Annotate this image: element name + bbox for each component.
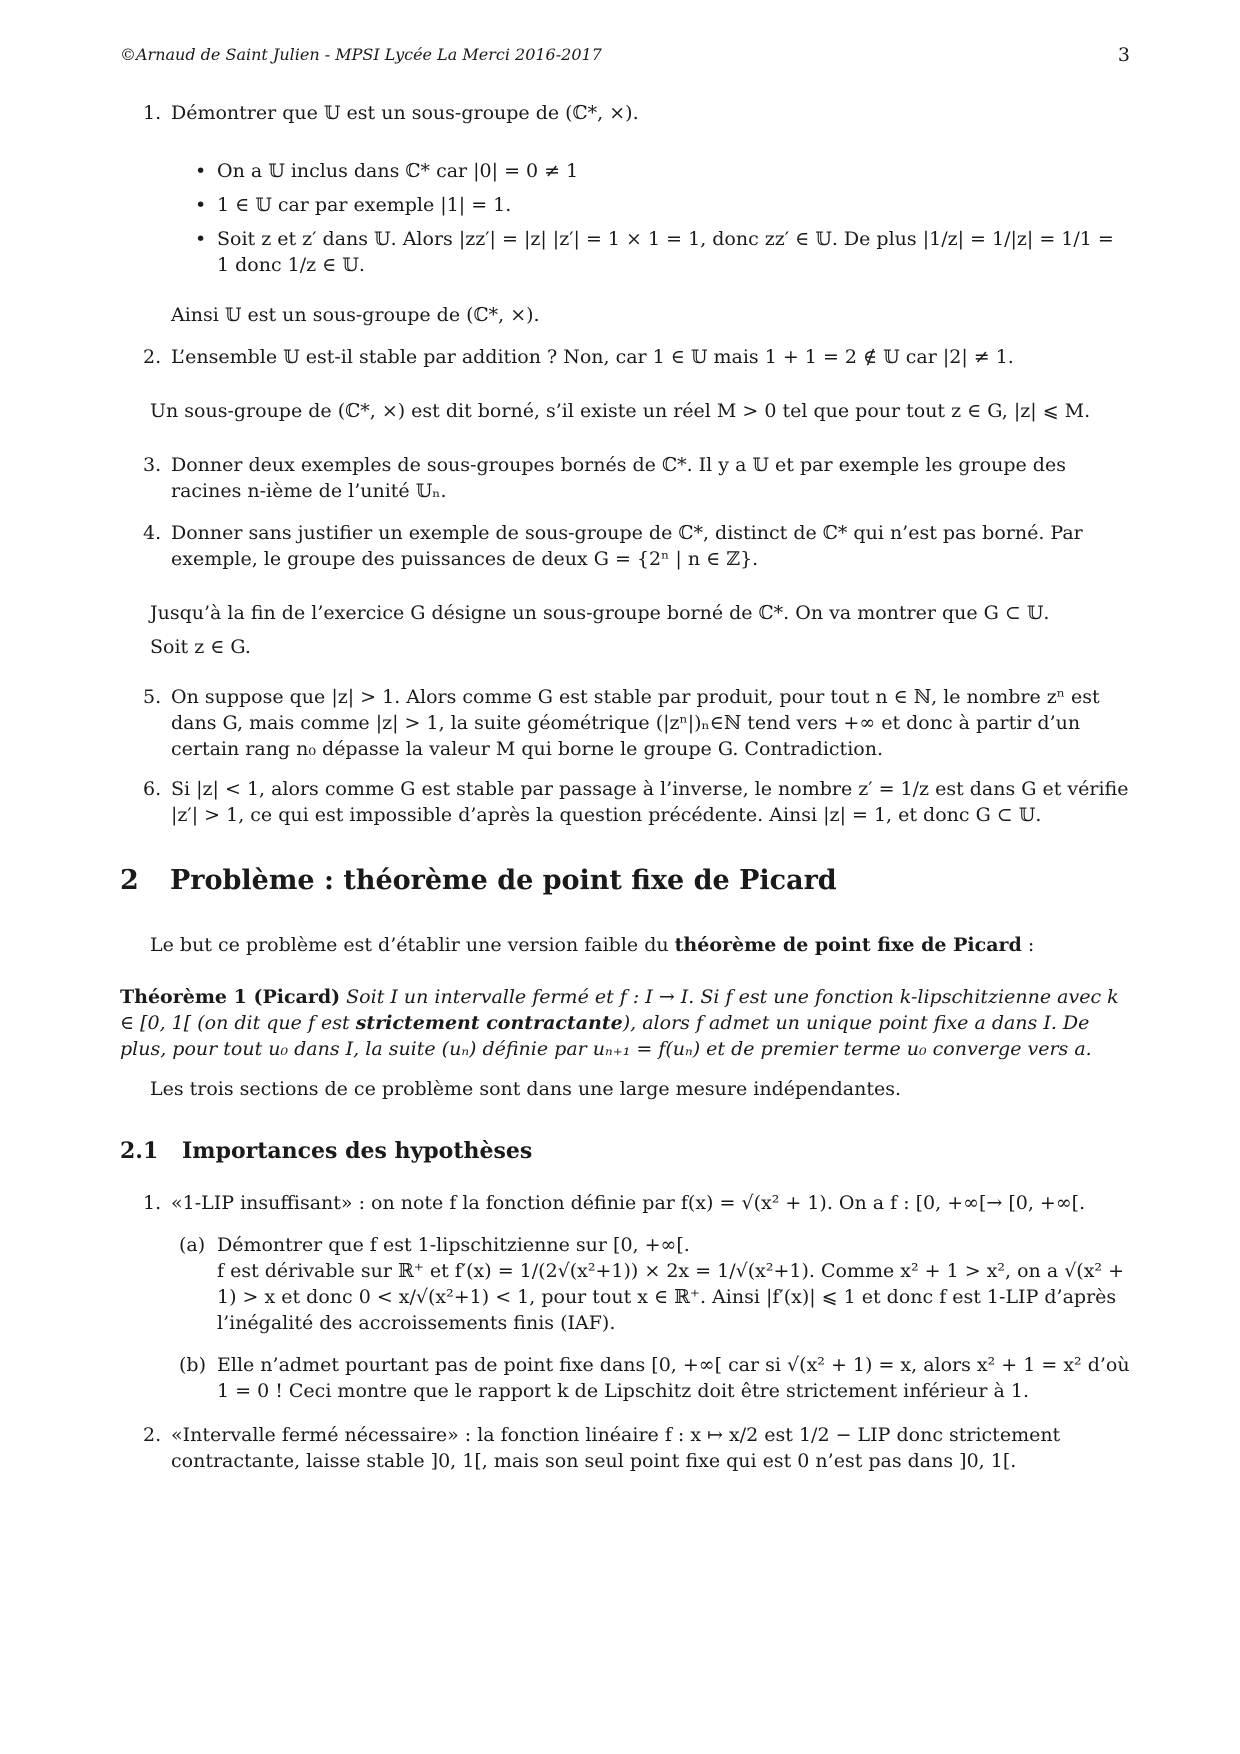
lip-q1-text: «1-LIP insuffisant» : on note f la fonction définie par f(x) = √(x² + 1). On a f : [0, +∞[→ [0, +∞[.	[171, 1192, 1086, 1214]
bullet-dot: •	[195, 194, 207, 216]
q6-text: Si |z| < 1, alors comme G est stable par passage à l’inverse, le nombre z′ = 1/z est dans G et vérifie |z′| > 1, ce qui est impossible d’après la question précédente. Ainsi |z| = 1, et donc G ⊂ 𝕌.	[171, 778, 1129, 826]
q3-text: Donner deux exemples de sous-groupes bornés de ℂ*. Il y a 𝕌 et par exemple les groupe des racines n-ième de l’unité 𝕌ₙ.	[171, 454, 1066, 502]
page-number: 3	[1117, 44, 1130, 66]
intro-g: Jusqu’à la fin de l’exercice G désigne un sous-groupe borné de ℂ*. On va montrer que G ⊂ 𝕌. Soit z ∈ G.	[150, 602, 1050, 658]
q1-conclusion: Ainsi 𝕌 est un sous-groupe de (ℂ*, ×).	[171, 304, 540, 326]
q1-number: 1.	[143, 102, 162, 124]
q1-bullets	[0, 158, 1240, 286]
theorem-picard: Théorème 1 (Picard) Soit I un intervalle fermé et f : I → I. Si f est une fonction k-lipschitzienne avec k ∈ [0, 1[ (on dit que f est strictement contractante), alors f admet un unique point fixe a dans I. De plus, pour tout u₀ dans I, la suite (uₙ) définie par uₙ₊₁ = f(uₙ) et de premier terme u₀ converge vers a.	[120, 986, 1119, 1060]
sections-note: Les trois sections de ce problème sont dans une large mesure indépendantes.	[150, 1078, 902, 1100]
lip-q1-b: (b) Elle n’admet pourtant pas de point fixe dans [0, +∞[ car si √(x² + 1) = x, alors x² + 1 = x² d’où 1 = 0 ! Ceci montre que le rapport k de Lipschitz doit être strictement inférieur à 1.	[179, 1354, 1130, 1402]
section-2-1-q2: 2. «Intervalle fermé nécessaire» : la fonction linéaire f : x ↦ x/2 est 1/2 − LIP donc strictement contractante, laisse stable ]0, 1[, mais son seul point fixe qui est 0 n’est pas dans ]0, 1[.	[143, 1424, 1061, 1472]
q1-bullet-2: • 1 ∈ 𝕌 car par exemple |1| = 1.	[195, 194, 512, 216]
q5-text: On suppose que |z| > 1. Alors comme G est stable par produit, pour tout n ∈ ℕ, le nombre zⁿ est dans G, mais comme |z| > 1, la suite géométrique (|zⁿ|)ₙ∈ℕ tend vers +∞ et donc à partir d’un certain rang n₀ dépasse la valeur M qui borne le groupe G. Contradiction.	[171, 686, 1100, 760]
section-number: 2	[120, 865, 139, 896]
subsection-number: 2.1	[120, 1138, 159, 1164]
section-2-1-q1: 1. «1-LIP insuffisant» : on note f la fonction définie par f(x) = √(x² + 1). On a f : [0, +∞[→ [0, +∞[.	[143, 1192, 1086, 1214]
section-2-1-heading	[0, 1138, 1240, 1168]
lip-q1-a: (a) Démontrer que f est 1-lipschitzienne sur [0, +∞[. f est dérivable sur ℝ⁺ et f′(x) = 1/(2√(x²+1)) × 2x = 1/√(x²+1). Comme x² + 1 > x², on a √(x² + 1) > x et donc 0 < x/√(x²+1) < 1, pour tout x ∈ ℝ⁺. Ainsi |f′(x)| ⩽ 1 et donc f est 1-LIP d’après l’inégalité des accroissements finis (IAF).	[179, 1234, 1124, 1334]
definition-borne: Un sous-groupe de (ℂ*, ×) est dit borné, s’il existe un réel M > 0 tel que pour tout z ∈ G, |z| ⩽ M.	[150, 400, 1091, 422]
running-title: ©Arnaud de Saint Julien - MPSI Lycée La Merci 2016-2017	[120, 45, 602, 64]
q1-text: Démontrer que 𝕌 est un sous-groupe de (ℂ*, ×).	[171, 102, 639, 124]
section-title: Problème : théorème de point fixe de Picard	[170, 865, 837, 896]
lip-q2-text: «Intervalle fermé nécessaire» : la fonction linéaire f : x ↦ x/2 est 1/2 − LIP donc strictement contractante, laisse stable ]0, 1[, mais son seul point fixe qui est 0 n’est pas dans ]0, 1[.	[171, 1424, 1061, 1472]
exercise-q3: 3. Donner deux exemples de sous-groupes bornés de ℂ*. Il y a 𝕌 et par exemple les groupe des racines n-ième de l’unité 𝕌ₙ.	[143, 454, 1066, 502]
bullet-dot: •	[195, 228, 207, 250]
section-2-heading	[0, 865, 1240, 902]
section-2-intro: Le but ce problème est d’établir une version faible du théorème de point fixe de Picard :	[150, 934, 1035, 956]
exercise-q2: 2. L’ensemble 𝕌 est-il stable par addition ? Non, car 1 ∈ 𝕌 mais 1 + 1 = 2 ∉ 𝕌 car |2| ≠ 1.	[143, 346, 1014, 368]
q2-text: L’ensemble 𝕌 est-il stable par addition ? Non, car 1 ∈ 𝕌 mais 1 + 1 = 2 ∉ 𝕌 car |2| ≠ 1.	[171, 346, 1014, 368]
theorem-label: Théorème 1 (Picard)	[120, 986, 341, 1008]
q4-text: Donner sans justifier un exemple de sous-groupe de ℂ*, distinct de ℂ* qui n’est pas borné. Par exemple, le groupe des puissances de deux G = {2ⁿ | n ∈ ℤ}.	[171, 522, 1083, 570]
q1-bullet-1: • On a 𝕌 inclus dans ℂ* car |0| = 0 ≠ 1	[195, 160, 579, 182]
q1-bullet-3: • Soit z et z′ dans 𝕌. Alors |zz′| = |z| |z′| = 1 × 1 = 1, donc zz′ ∈ 𝕌. De plus |1/z| = 1/|z| = 1/1 = 1 donc 1/z ∈ 𝕌.	[195, 228, 1114, 276]
running-header	[120, 42, 1130, 68]
exercise-q6: 6. Si |z| < 1, alors comme G est stable par passage à l’inverse, le nombre z′ = 1/z est dans G et vérifie |z′| > 1, ce qui est impossible d’après la question précédente. Ainsi |z| = 1, et donc G ⊂ 𝕌.	[143, 778, 1129, 826]
exercise-q1	[0, 100, 1240, 126]
subsection-title: Importances des hypothèses	[182, 1138, 533, 1164]
bullet-dot: •	[195, 160, 207, 182]
exercise-q5: 5. On suppose que |z| > 1. Alors comme G est stable par produit, pour tout n ∈ ℕ, le nombre zⁿ est dans G, mais comme |z| > 1, la suite géométrique (|zⁿ|)ₙ∈ℕ tend vers +∞ et donc à partir d’un certain rang n₀ dépasse la valeur M qui borne le groupe G. Contradiction.	[143, 686, 1100, 760]
exercise-q4: 4. Donner sans justifier un exemple de sous-groupe de ℂ*, distinct de ℂ* qui n’est pas borné. Par exemple, le groupe des puissances de deux G = {2ⁿ | n ∈ ℤ}.	[143, 522, 1083, 570]
